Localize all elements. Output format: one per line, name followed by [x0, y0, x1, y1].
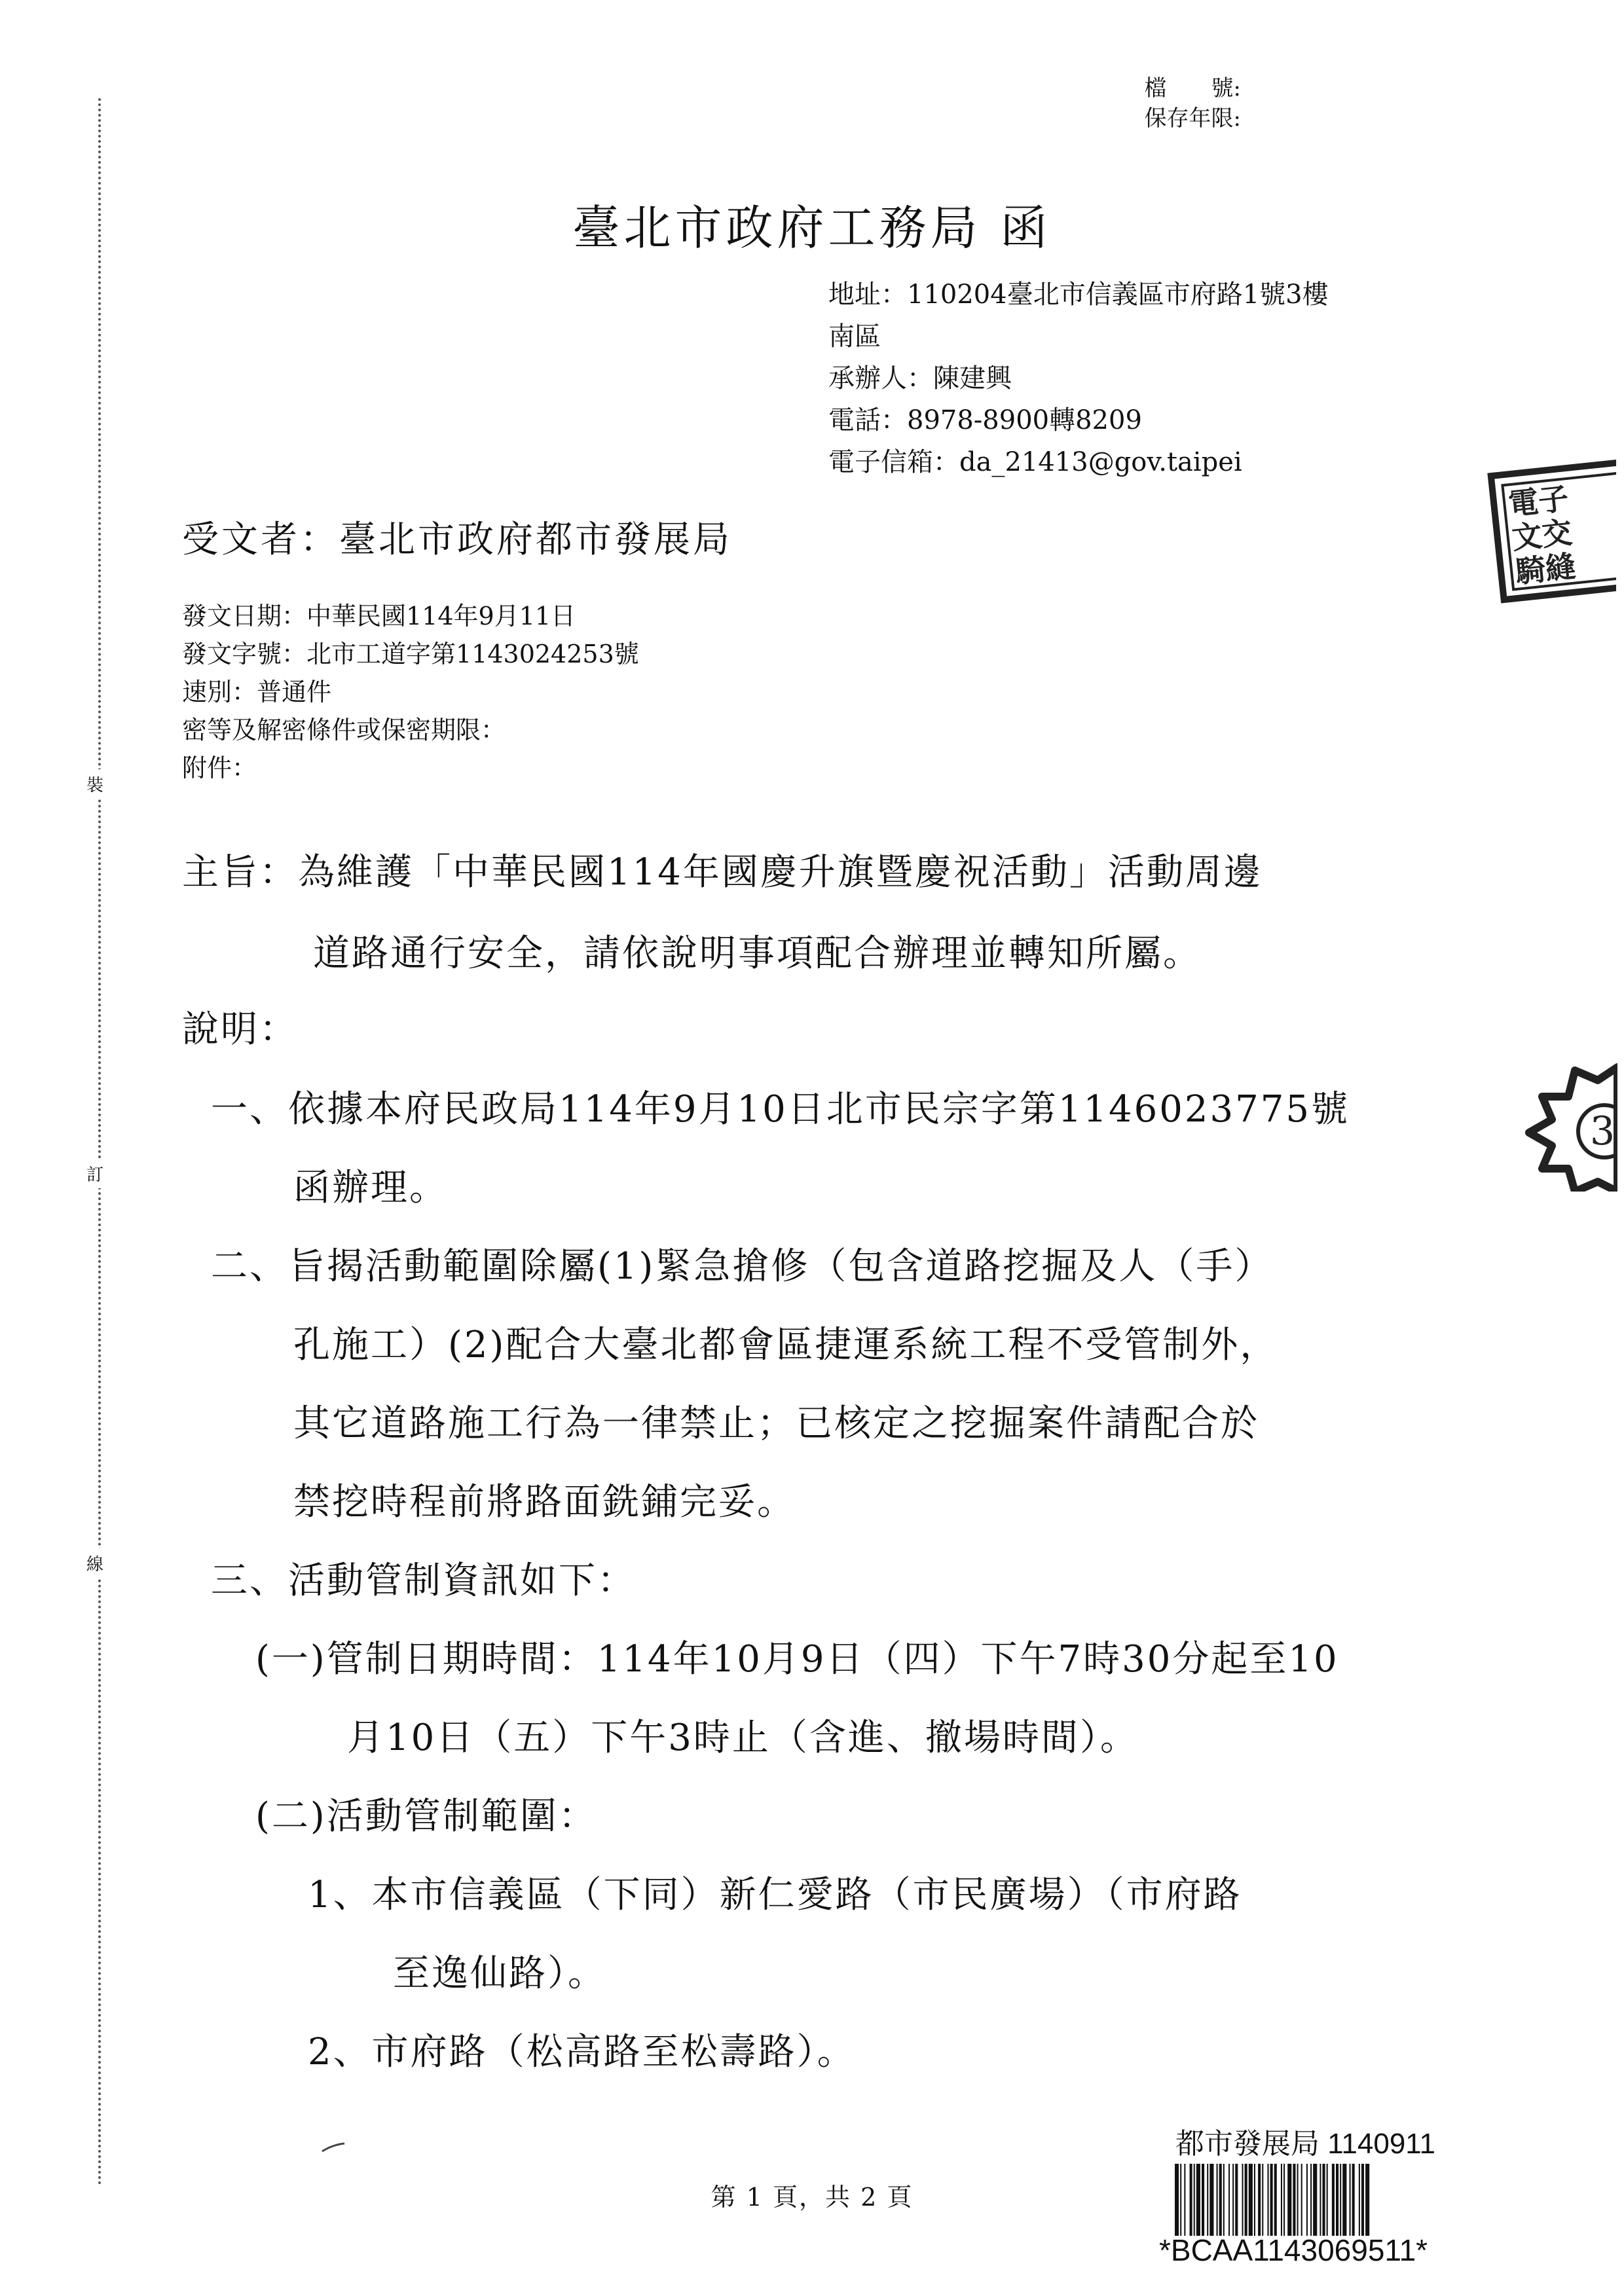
barcode-bar	[1228, 2164, 1230, 2236]
barcode-bar	[1202, 2164, 1204, 2236]
barcode-bar	[1306, 2164, 1308, 2236]
barcode-label: 都市發展局 1140911	[1175, 2128, 1435, 2160]
barcode-text: *BCAA1143069511*	[1159, 2233, 1428, 2267]
page-number: 第 1 頁，共 2 頁	[710, 2183, 913, 2212]
item3-2-2-line1: 2、市府路（松高路至松壽路）。	[308, 2031, 856, 2073]
barcode-bar	[1359, 2164, 1360, 2236]
item3-line1: 三、活動管制資訊如下：	[211, 1559, 636, 1602]
perforation-seal	[1506, 1061, 1617, 1192]
barcode-bar	[1332, 2164, 1335, 2236]
pen-mark	[321, 2141, 347, 2154]
barcode-bar	[1274, 2164, 1277, 2236]
barcode-bar	[1245, 2164, 1247, 2236]
meta-block	[182, 597, 639, 787]
barcode-bar	[1293, 2164, 1295, 2236]
barcode-bar	[1194, 2164, 1195, 2236]
barcode-bar	[1283, 2164, 1285, 2236]
barcode-bar	[1287, 2164, 1291, 2236]
barcode-bar	[1350, 2164, 1351, 2236]
item1-line2: 函辦理。	[293, 1167, 448, 1209]
item3-2-line1: (二)活動管制範圍：	[255, 1795, 597, 1838]
speed: 速別：普通件	[182, 678, 332, 706]
doc-number: 發文字號：北市工道字第1143024253號	[182, 640, 639, 668]
stamp-text-col3: 騎縫	[1513, 548, 1578, 590]
item2-line2: 孔施工）(2)配合大臺北都會區捷運系統工程不受管制外，	[293, 1324, 1279, 1366]
barcode-bar	[1361, 2164, 1364, 2236]
issue-date: 發文日期：中華民國114年9月11日	[182, 602, 576, 630]
barcode-bar	[1175, 2164, 1179, 2236]
stamp-text-col1: 電子	[1506, 481, 1570, 522]
barcode-bar	[1207, 2164, 1208, 2236]
secrecy: 密等及解密條件或保密期限：	[182, 716, 506, 744]
item3-2-1-line1: 1、本市信義區（下同）新仁愛路（市民廣場）（市府路	[308, 1874, 1242, 1916]
barcode-bar	[1235, 2164, 1238, 2236]
item2-line4: 禁挖時程前將路面銑鋪完妥。	[293, 1481, 796, 1523]
stamp-text-col2: 文交	[1510, 514, 1574, 556]
barcode-bar	[1323, 2164, 1325, 2236]
barcode-bar	[1254, 2164, 1255, 2236]
barcode-bar	[1281, 2164, 1282, 2236]
barcode-bar	[1184, 2164, 1185, 2236]
barcode-bar	[1190, 2164, 1192, 2236]
item2-line1: 二、旨揭活動範圍除屬(1)緊急搶修（包含道路挖掘及人（手）	[211, 1245, 1274, 1288]
item3-1-line1: (一)管制日期時間：114年10月9日（四）下午7時30分起至10	[255, 1638, 1339, 1681]
barcode-bar	[1242, 2164, 1244, 2236]
explanation-label: 說明：	[182, 1008, 298, 1051]
item3-1-line2: 月10日（五）下午3時止（含進、撤場時間）。	[347, 1717, 1139, 1759]
binding-char-xian: 線	[86, 1548, 103, 1578]
barcode-bar	[1336, 2164, 1338, 2236]
barcode-bar	[1217, 2164, 1218, 2236]
contact-block	[828, 274, 1329, 483]
phone: 電話：8978-8900轉8209	[828, 405, 1142, 435]
barcode-bar	[1232, 2164, 1234, 2236]
barcode-bar	[1223, 2164, 1225, 2236]
binding-char-zhuang: 裝	[86, 769, 103, 799]
email: 電子信箱：da_21413@gov.taipei	[828, 447, 1242, 477]
retention-label: 保存年限:	[1144, 105, 1241, 132]
barcode-bar	[1180, 2164, 1181, 2236]
electronic-document-stamp	[1485, 458, 1616, 615]
barcode	[1172, 2164, 1480, 2236]
item1-line1: 一、依據本府民政局114年9月10日北市民宗字第1146023775號	[211, 1088, 1350, 1131]
barcode-bar	[1270, 2164, 1273, 2236]
barcode-bar	[1219, 2164, 1222, 2236]
item3-2-1-line2: 至逸仙路）。	[393, 1952, 606, 1995]
barcode-bar	[1352, 2164, 1355, 2236]
barcode-bar	[1365, 2164, 1369, 2236]
item2-line3: 其它道路施工行為一律禁止；已核定之挖掘案件請配合於	[293, 1402, 1259, 1445]
document-title: 臺北市政府工務局 函	[572, 200, 1052, 255]
barcode-bar	[1249, 2164, 1253, 2236]
barcode-bar	[1267, 2164, 1268, 2236]
barcode-bar	[1258, 2164, 1261, 2236]
binding-char-ding: 訂	[86, 1159, 103, 1188]
subject-line1: 主旨：為維護「中華民國114年國慶升旗暨慶祝活動」活動周邊	[182, 851, 1263, 894]
barcode-bar	[1301, 2164, 1302, 2236]
barcode-bar	[1342, 2164, 1346, 2236]
file-number-label: 檔 號:	[1144, 75, 1241, 101]
address-line1: 地址：110204臺北市信義區市府路1號3樓	[828, 280, 1329, 310]
barcode-bar	[1313, 2164, 1317, 2236]
barcode-bar	[1310, 2164, 1312, 2236]
barcode-bar	[1262, 2164, 1263, 2236]
binding-dotted-line	[98, 98, 101, 2187]
barcode-bar	[1209, 2164, 1213, 2236]
attachment: 附件：	[182, 754, 257, 782]
barcode-bar	[1196, 2164, 1200, 2236]
address-line2: 南區	[828, 321, 881, 352]
archive-info	[1145, 73, 1241, 134]
barcode-bar	[1320, 2164, 1321, 2236]
subject-line2: 道路通行安全，請依說明事項配合辦理並轉知所屬。	[313, 932, 1202, 975]
barcode-bar	[1327, 2164, 1328, 2236]
barcode-bar	[1297, 2164, 1299, 2236]
recipient: 受文者：臺北市政府都市發展局	[182, 519, 732, 561]
barcode-bar	[1340, 2164, 1341, 2236]
handler: 承辦人：陳建興	[828, 363, 1012, 393]
seal-number: 3	[1590, 1108, 1615, 1154]
